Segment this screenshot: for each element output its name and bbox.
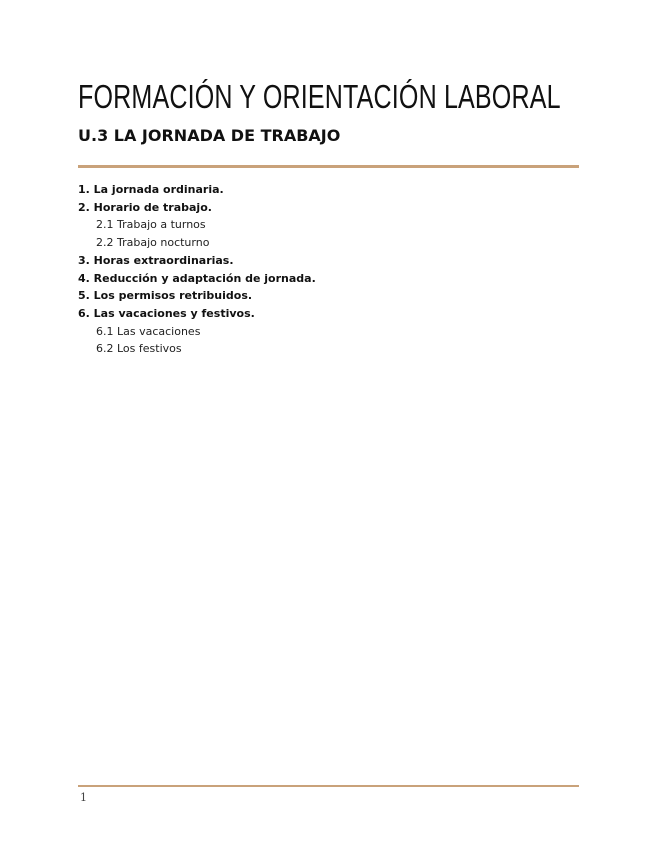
footer-divider bbox=[78, 785, 579, 787]
toc-item: 5. Los permisos retribuidos. bbox=[78, 289, 253, 303]
document-title: FORMACIÓN Y ORIENTACIÓN LABORAL bbox=[78, 78, 561, 115]
toc-item: 4. Reducción y adaptación de jornada. bbox=[78, 271, 316, 285]
toc-subitem: 2.2 Trabajo nocturno bbox=[96, 236, 210, 250]
table-of-contents bbox=[78, 181, 316, 358]
header-divider bbox=[78, 165, 579, 168]
toc-item: 1. La jornada ordinaria. bbox=[78, 183, 224, 196]
toc-item: 2. Horario de trabajo. bbox=[78, 200, 212, 214]
toc-subitem: 6.2 Los festivos bbox=[96, 342, 182, 356]
toc-subitem: 6.1 Las vacaciones bbox=[96, 324, 201, 338]
toc-item: 6. Las vacaciones y festivos. bbox=[78, 306, 255, 320]
unit-subtitle: U.3 LA JORNADA DE TRABAJO bbox=[78, 126, 341, 145]
toc-subitem: 2.1 Trabajo a turnos bbox=[96, 218, 206, 232]
page-number: 1 bbox=[80, 791, 87, 804]
toc-item: 3. Horas extraordinarias. bbox=[78, 253, 234, 267]
